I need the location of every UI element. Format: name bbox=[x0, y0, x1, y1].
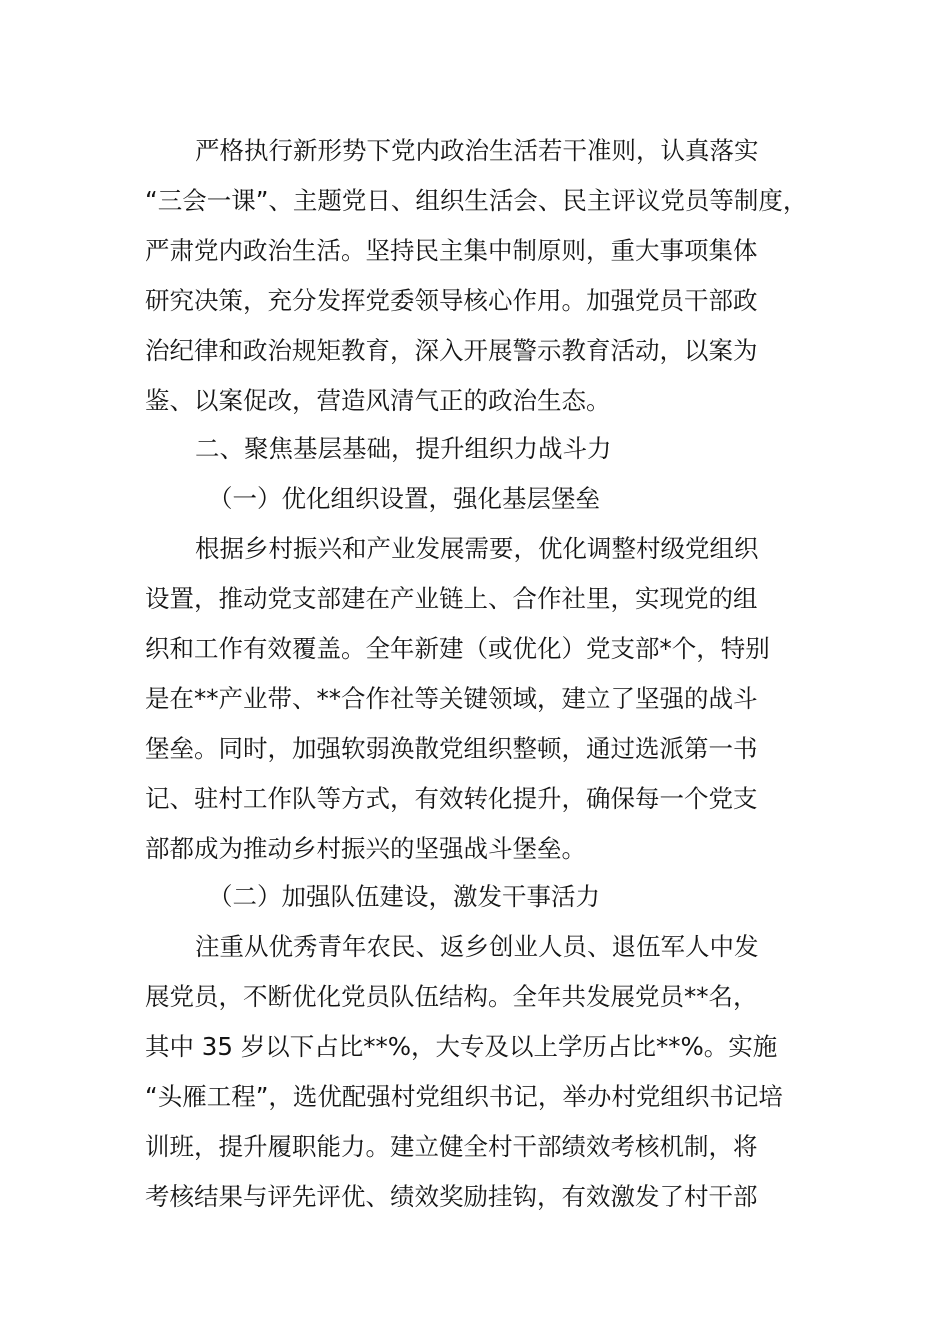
paragraph-line: 治纪律和政治规矩教育，深入开展警示教育活动，以案为 bbox=[145, 336, 758, 365]
section-heading: 二、聚焦基层基础，提升组织力战斗力 bbox=[195, 434, 612, 463]
paragraph-line: 织和工作有效覆盖。全年新建（或优化）党支部*个，特别 bbox=[145, 634, 770, 663]
paragraph-line: 记、驻村工作队等方式，有效转化提升，确保每一个党支 bbox=[145, 784, 758, 813]
paragraph-line: 训班，提升履职能力。建立健全村干部绩效考核机制，将 bbox=[145, 1132, 758, 1161]
paragraph-line: 考核结果与评先评优、绩效奖励挂钩，有效激发了村干部 bbox=[145, 1182, 758, 1211]
paragraph-line: 鉴、以案促改，营造风清气正的政治生态。 bbox=[145, 386, 611, 415]
paragraph-line: “头雁工程”，选优配强村党组织书记，举办村党组织书记培 bbox=[145, 1082, 783, 1111]
paragraph-line: 根据乡村振兴和产业发展需要，优化调整村级党组织 bbox=[195, 534, 759, 563]
paragraph-line: 研究决策，充分发挥党委领导核心作用。加强党员干部政 bbox=[145, 286, 758, 315]
paragraph-line: “三会一课”、主题党日、组织生活会、民主评议党员等制度， bbox=[145, 186, 808, 215]
paragraph-line: 其中 35 岁以下占比**%，大专及以上学历占比**%。实施 bbox=[145, 1032, 778, 1061]
subsection-heading: （二）加强队伍建设，激发干事活力 bbox=[208, 882, 600, 911]
paragraph-line: 堡垒。同时，加强软弱涣散党组织整顿，通过选派第一书 bbox=[145, 734, 758, 763]
paragraph-line: 设置，推动党支部建在产业链上、合作社里，实现党的组 bbox=[145, 584, 758, 613]
subsection-heading: （一）优化组织设置，强化基层堡垒 bbox=[208, 484, 600, 513]
paragraph-line: 注重从优秀青年农民、返乡创业人员、退伍军人中发 bbox=[195, 932, 759, 961]
paragraph-line: 部都成为推动乡村振兴的坚强战斗堡垒。 bbox=[145, 834, 586, 863]
paragraph-line: 严肃党内政治生活。坚持民主集中制原则，重大事项集体 bbox=[145, 236, 758, 265]
paragraph-line: 展党员，不断优化党员队伍结构。全年共发展党员**名， bbox=[145, 982, 758, 1011]
paragraph-line: 是在**产业带、**合作社等关键领域，建立了坚强的战斗 bbox=[145, 684, 758, 713]
paragraph-line: 严格执行新形势下党内政治生活若干准则，认真落实 bbox=[195, 136, 759, 165]
